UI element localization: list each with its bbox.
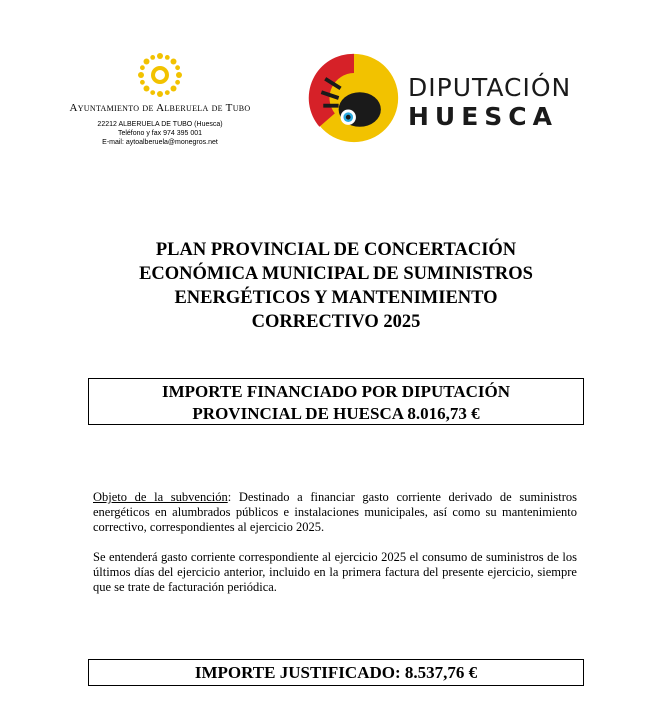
title-line: ECONÓMICA MUNICIPAL DE SUMINISTROS xyxy=(139,264,533,284)
objeto-paragraph xyxy=(93,490,577,535)
ayuntamiento-name: Ayuntamiento de Alberuela de Tubo xyxy=(69,102,251,114)
diputacion-line2: HUESCA xyxy=(408,102,559,131)
diputacion-logo-icon xyxy=(306,50,402,146)
ayuntamiento-header xyxy=(60,50,260,147)
financed-line: IMPORTE FINANCIADO POR DIPUTACIÓN xyxy=(161,382,511,401)
page-title xyxy=(90,238,582,334)
ayuntamiento-email: E-mail: aytoalberuela@monegros.net xyxy=(102,139,218,146)
objeto-text: : Destinado a financiar gasto corriente derivado de suministros energéticos en alumbrados públicos e instalaciones municipales, así como su mantenimiento correctivo, correspondientes al ejercicio 2025. xyxy=(93,490,577,534)
diputacion-wordmark xyxy=(408,74,571,132)
financed-line: PROVINCIAL DE HUESCA 8.016,73 € xyxy=(192,404,480,423)
ayuntamiento-address: 22212 ALBERUELA DE TUBO (Huesca) xyxy=(97,121,223,128)
ayuntamiento-phone: Teléfono y fax 974 395 001 xyxy=(117,130,203,137)
title-line: PLAN PROVINCIAL DE CONCERTACIÓN xyxy=(155,240,517,260)
title-line: CORRECTIVO 2025 xyxy=(251,312,421,332)
financed-amount-box xyxy=(88,378,584,425)
gasto-paragraph: Se entenderá gasto corriente correspondiente al ejercicio 2025 el consumo de suministros de los últimos días del ejercicio anterior, incluido en la primera factura del presente ejercicio, siempre que se trate de facturación periódica. xyxy=(93,550,577,594)
justified-amount-box: IMPORTE JUSTIFICADO: 8.537,76 € xyxy=(88,659,584,686)
title-line: ENERGÉTICOS Y MANTENIMIENTO xyxy=(174,288,498,308)
sun-logo-icon xyxy=(135,50,185,100)
objeto-label: Objeto de la subvención xyxy=(93,490,228,504)
diputacion-line1: DIPUTACIÓN xyxy=(408,73,572,102)
